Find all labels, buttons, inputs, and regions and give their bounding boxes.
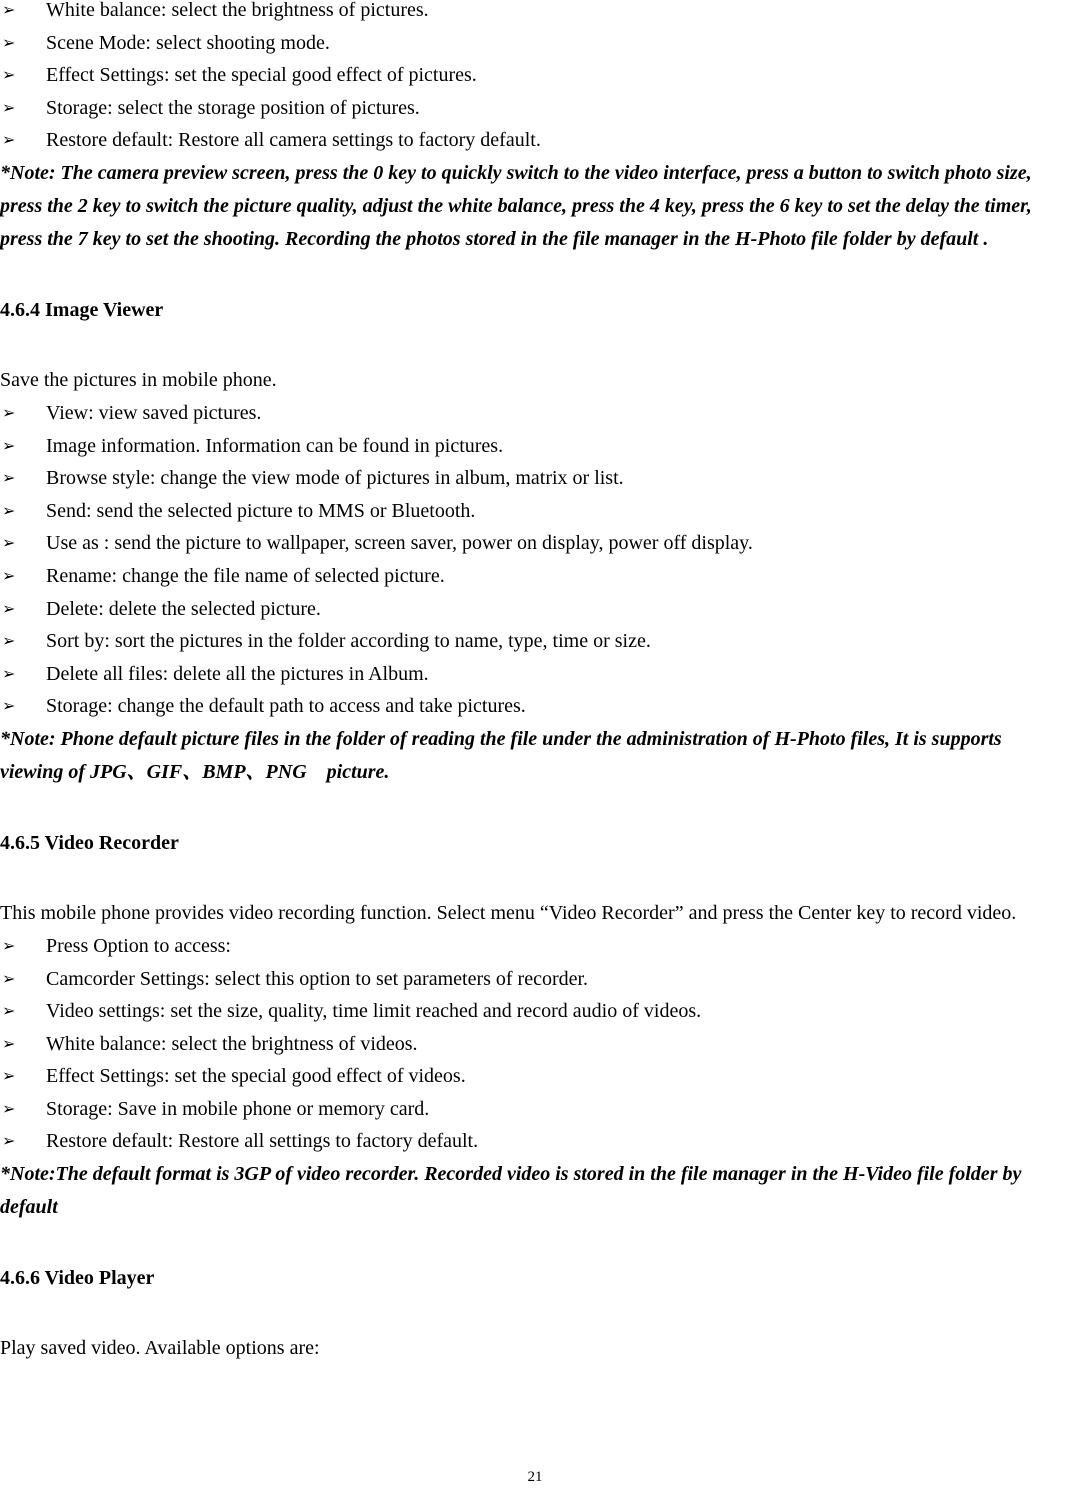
list-item: ➢ Browse style: change the view mode of pictures in album, matrix or list. [0, 462, 1070, 495]
list-item: ➢ Camcorder Settings: select this option to set parameters of recorder. [0, 963, 1070, 996]
arrow-bullet-icon: ➢ [2, 565, 16, 585]
camera-settings-list [0, 0, 1070, 157]
list-item: ➢ White balance: select the brightness of videos. [0, 1028, 1070, 1061]
camera-note: *Note: The camera preview screen, press the 0 key to quickly switch to the video interface, press a button to switch photo size, press the 2 key to switch the picture quality, adjust the white balance, press the 4 key, press the 6 key to set the delay the timer, press the 7 key to set the shooting. Recording the photos stored in the file manager in the H-Photo file folder by default . [0, 161, 1032, 250]
arrow-bullet-icon: ➢ [2, 1001, 16, 1021]
list-item: ➢ Use as : send the picture to wallpaper, screen saver, power on display, power off display. [0, 527, 1070, 560]
arrow-bullet-icon: ➢ [2, 1033, 16, 1053]
list-item: ➢ Delete: delete the selected picture. [0, 593, 1070, 626]
arrow-bullet-icon: ➢ [2, 468, 16, 488]
video-recorder-intro: This mobile phone provides video recording function. Select menu “Video Recorder” and press the Center key to record video. [0, 901, 1017, 924]
arrow-bullet-icon: ➢ [2, 1131, 16, 1151]
video-recorder-list [0, 930, 1070, 1158]
list-item: ➢ Storage: select the storage position of pictures. [0, 92, 1070, 125]
list-item: ➢ Restore default: Restore all camera settings to factory default. [0, 124, 1070, 157]
list-item: ➢ Image information. Information can be found in pictures. [0, 430, 1070, 463]
arrow-bullet-icon: ➢ [2, 32, 16, 52]
video-player-intro: Play saved video. Available options are: [0, 1337, 320, 1360]
video-recorder-heading: 4.6.5 Video Recorder [0, 831, 179, 854]
image-viewer-list [0, 397, 1070, 723]
arrow-bullet-icon: ➢ [2, 435, 16, 455]
list-item: ➢ White balance: select the brightness of pictures. [0, 0, 1070, 27]
list-item: ➢ Storage: change the default path to access and take pictures. [0, 690, 1070, 723]
list-item: ➢ Rename: change the file name of selected picture. [0, 560, 1070, 593]
arrow-bullet-icon: ➢ [2, 1066, 16, 1086]
page-number: 21 [527, 1469, 543, 1485]
list-item: ➢ Effect Settings: set the special good effect of pictures. [0, 59, 1070, 92]
list-item: ➢ Press Option to access: [0, 930, 1070, 963]
arrow-bullet-icon: ➢ [2, 968, 16, 988]
arrow-bullet-icon: ➢ [2, 0, 16, 19]
list-item: ➢ Delete all files: delete all the pictures in Album. [0, 658, 1070, 691]
arrow-bullet-icon: ➢ [2, 130, 16, 150]
arrow-bullet-icon: ➢ [2, 598, 16, 618]
list-item: ➢ Video settings: set the size, quality, time limit reached and record audio of videos. [0, 995, 1070, 1028]
list-item: ➢ Sort by: sort the pictures in the folder according to name, type, time or size. [0, 625, 1070, 658]
list-item: ➢ Effect Settings: set the special good effect of videos. [0, 1060, 1070, 1093]
list-item: ➢ Scene Mode: select shooting mode. [0, 27, 1070, 60]
arrow-bullet-icon: ➢ [2, 500, 16, 520]
arrow-bullet-icon: ➢ [2, 97, 16, 117]
list-item: ➢ Storage: Save in mobile phone or memory card. [0, 1093, 1070, 1126]
arrow-bullet-icon: ➢ [2, 65, 16, 85]
image-viewer-intro: Save the pictures in mobile phone. [0, 368, 277, 391]
arrow-bullet-icon: ➢ [2, 533, 16, 553]
arrow-bullet-icon: ➢ [2, 663, 16, 683]
image-viewer-note: *Note: Phone default picture files in the folder of reading the file under the administration of H-Photo files, It is supports viewing of JPG、GIF、BMP、PNG picture. [0, 727, 1002, 783]
image-viewer-heading: 4.6.4 Image Viewer [0, 298, 164, 321]
list-item: ➢ Send: send the selected picture to MMS or Bluetooth. [0, 495, 1070, 528]
arrow-bullet-icon: ➢ [2, 1098, 16, 1118]
arrow-bullet-icon: ➢ [2, 935, 16, 955]
list-item: ➢ View: view saved pictures. [0, 397, 1070, 430]
arrow-bullet-icon: ➢ [2, 631, 16, 651]
video-recorder-note: *Note:The default format is 3GP of video recorder. Recorded video is stored in the file manager in the H-Video file folder by default [0, 1163, 1022, 1219]
arrow-bullet-icon: ➢ [2, 696, 16, 716]
arrow-bullet-icon: ➢ [2, 402, 16, 422]
video-player-heading: 4.6.6 Video Player [0, 1267, 155, 1290]
list-item: ➢ Restore default: Restore all settings to factory default. [0, 1125, 1070, 1158]
